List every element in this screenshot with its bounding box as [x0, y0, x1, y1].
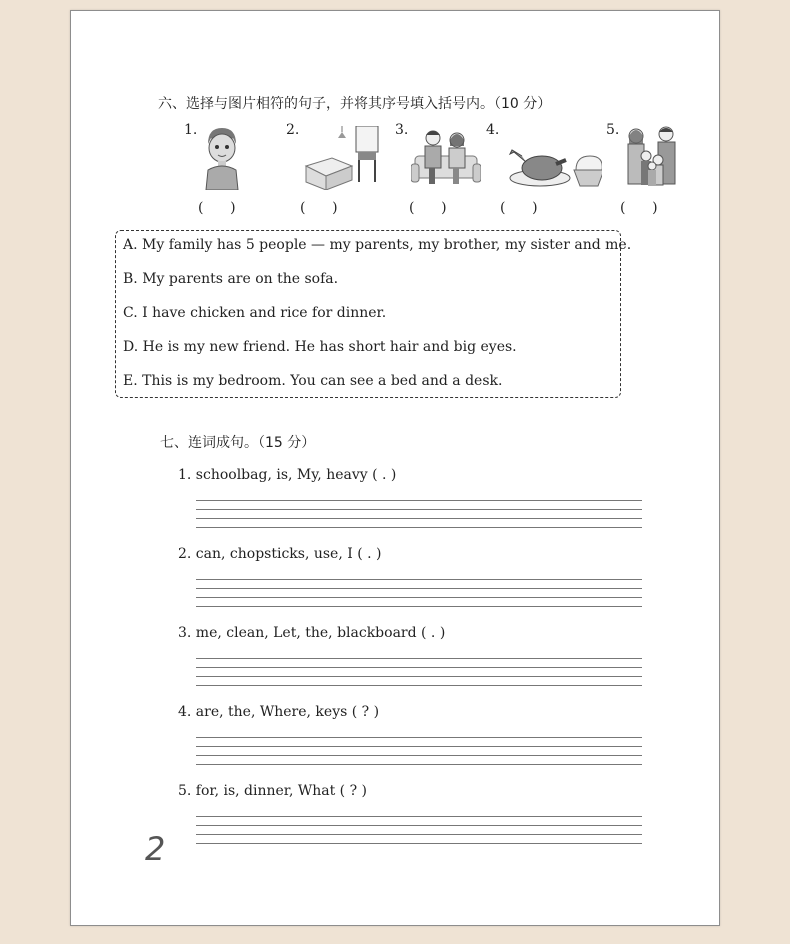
answer-lines-5[interactable]: [196, 816, 642, 842]
option-c: C. I have chicken and rice for dinner.: [123, 305, 387, 321]
answer-lines-3[interactable]: [196, 658, 642, 684]
picture-item-2: [286, 120, 376, 220]
options-box: [115, 230, 632, 398]
answer-blank-1[interactable]: ( ): [198, 200, 236, 216]
option-e: E. This is my bedroom. You can see a bed and a desk.: [123, 373, 503, 389]
option-a: A. My family has 5 people — my parents, my brother, my sister and me.: [123, 237, 632, 253]
picture-row: [110, 120, 658, 220]
picture-item-1: [184, 120, 274, 220]
picture-item-4: [486, 120, 576, 220]
question-4: 4. are, the, Where, keys ( ? ): [178, 704, 380, 720]
parents-on-sofa-icon: [411, 126, 481, 190]
picture-number: 4.: [486, 122, 500, 138]
boy-icon: [200, 126, 244, 190]
picture-item-5: [606, 120, 696, 220]
answer-blank-3[interactable]: ( ): [409, 200, 447, 216]
answer-blank-2[interactable]: ( ): [300, 200, 338, 216]
answer-lines-4[interactable]: [196, 737, 642, 763]
option-b: B. My parents are on the sofa.: [123, 271, 339, 287]
question-1: 1. schoolbag, is, My, heavy ( . ): [178, 467, 397, 483]
answer-lines-1[interactable]: [196, 500, 642, 526]
answer-blank-4[interactable]: ( ): [500, 200, 538, 216]
picture-number: 1.: [184, 122, 198, 138]
family-icon: [622, 126, 682, 190]
picture-number: 3.: [395, 122, 409, 138]
question-2: 2. can, chopsticks, use, I ( . ): [178, 546, 382, 562]
picture-number: 5.: [606, 122, 620, 138]
option-d: D. He is my new friend. He has short hair and big eyes.: [123, 339, 517, 355]
page-number: 2: [145, 830, 166, 868]
section-7-title: 七、连词成句。（15 分）: [160, 435, 316, 451]
chicken-and-rice-icon: [502, 126, 602, 190]
picture-item-3: [395, 120, 485, 220]
section-6-title: 六、选择与图片相符的句子，并将其序号填入括号内。（10 分）: [158, 96, 552, 112]
bedroom-icon: [302, 126, 382, 190]
answer-blank-5[interactable]: ( ): [620, 200, 658, 216]
picture-number: 2.: [286, 122, 300, 138]
answer-lines-2[interactable]: [196, 579, 642, 605]
question-3: 3. me, clean, Let, the, blackboard ( . ): [178, 625, 446, 641]
question-5: 5. for, is, dinner, What ( ? ): [178, 783, 368, 799]
